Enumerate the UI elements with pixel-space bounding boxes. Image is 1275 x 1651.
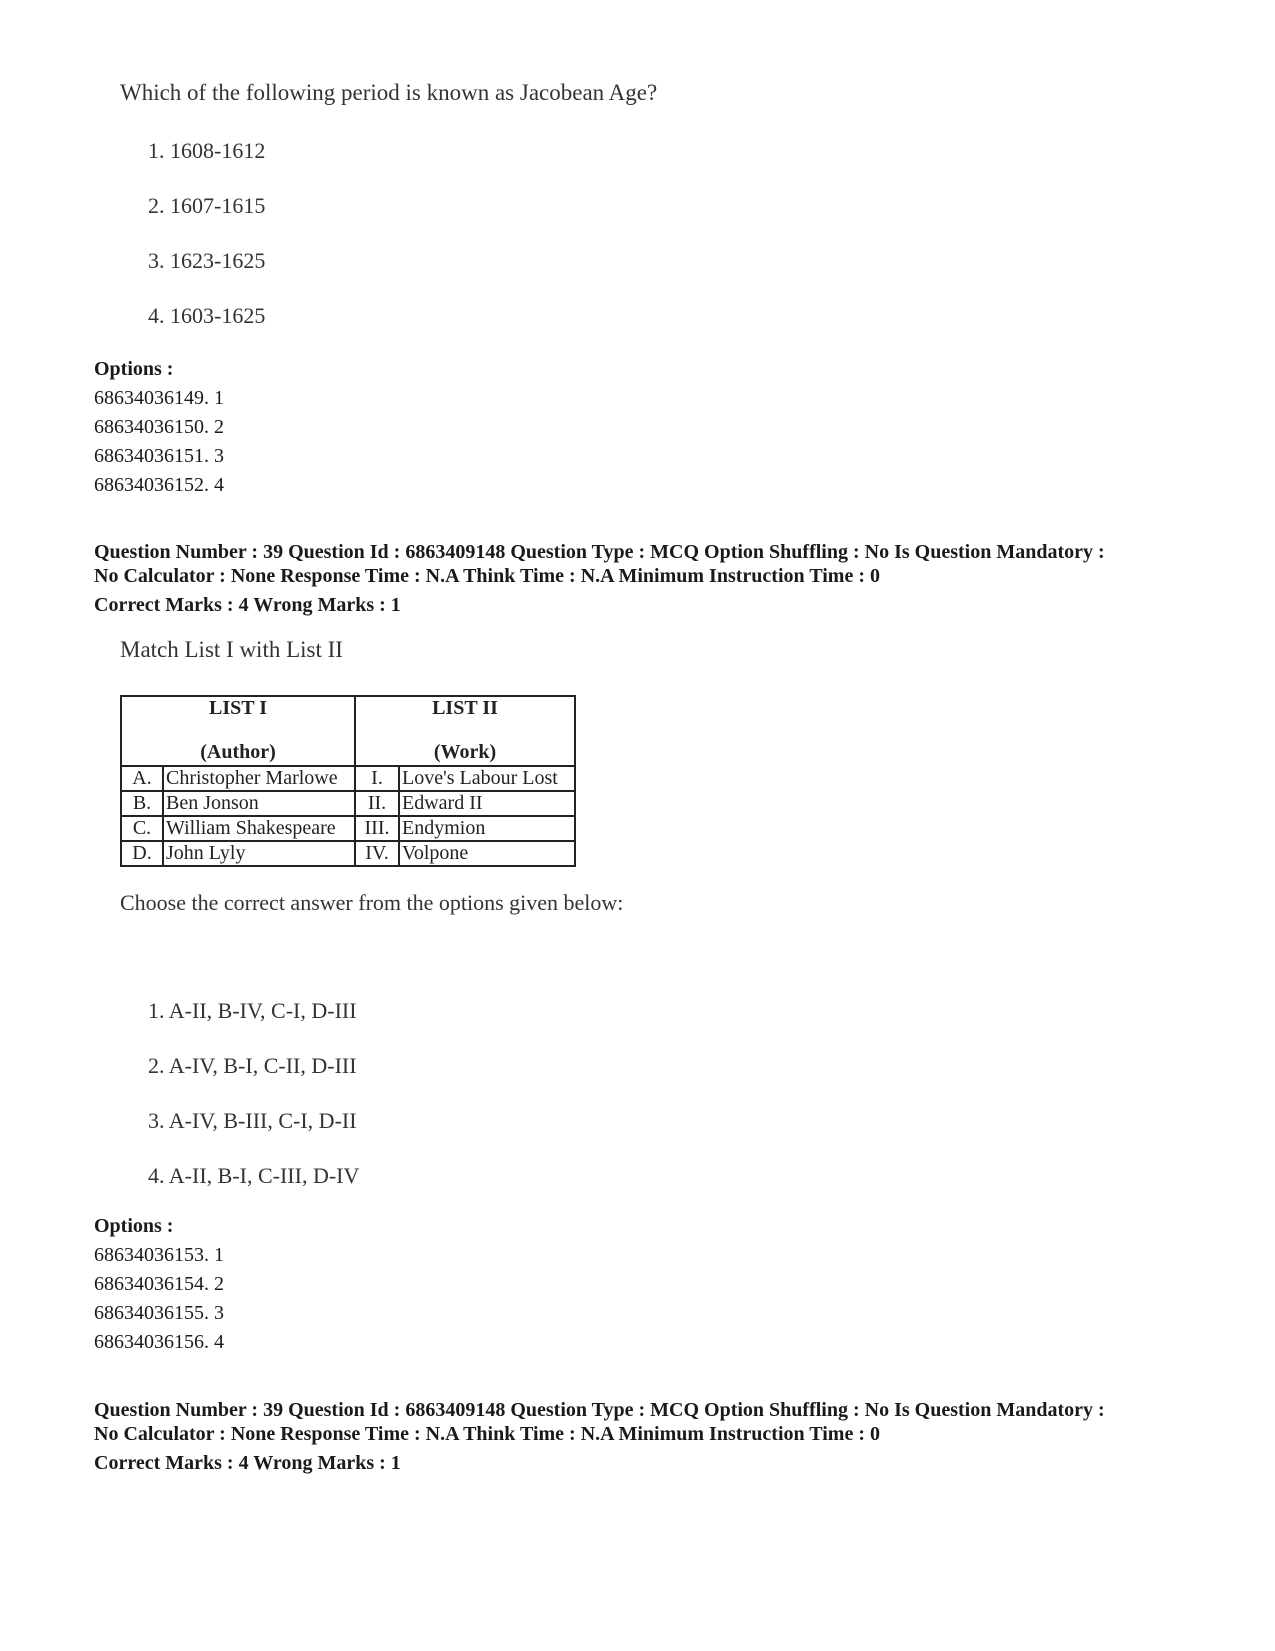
choice-list: [148, 136, 265, 356]
option-id: 68634036156. 4: [94, 1331, 224, 1353]
list2-title: LIST II: [432, 697, 498, 719]
list1-header: [121, 696, 355, 766]
option-id: 68634036153. 1: [94, 1244, 224, 1266]
row-roman: II.: [355, 791, 399, 816]
row-work: Love's Labour Lost: [399, 766, 575, 791]
question-meta: [94, 540, 1214, 617]
list2-header: [355, 696, 575, 766]
question-text: Which of the following period is known as Jacobean Age?: [120, 80, 658, 105]
choice-item: 1. 1608-1612: [148, 138, 266, 163]
meta-line: Question Number : 39 Question Id : 6863409148 Question Type : MCQ Option Shuffling : No Is Question Mandatory :: [94, 541, 1105, 563]
list2-subtitle: (Work): [433, 741, 497, 763]
meta-line: No Calculator : None Response Time : N.A Think Time : N.A Minimum Instruction Time : 0: [94, 565, 880, 587]
row-author: John Lyly: [163, 841, 355, 866]
choice-item: 1. A-II, B-IV, C-I, D-III: [148, 998, 357, 1023]
row-author: Christopher Marlowe: [163, 766, 355, 791]
choice-item: 2. 1607-1615: [148, 193, 266, 218]
options-block: [94, 1212, 224, 1357]
marks-line: Correct Marks : 4 Wrong Marks : 1: [94, 1452, 401, 1474]
row-roman: I.: [355, 766, 399, 791]
option-id: 68634036154. 2: [94, 1273, 224, 1295]
choice-item: 2. A-IV, B-I, C-II, D-III: [148, 1053, 357, 1078]
row-roman: IV.: [355, 841, 399, 866]
choice-list: [148, 996, 359, 1216]
choice-item: 3. A-IV, B-III, C-I, D-II: [148, 1108, 357, 1133]
question-text: Match List I with List II: [120, 637, 343, 662]
row-work: Volpone: [399, 841, 575, 866]
choice-item: 4. A-II, B-I, C-III, D-IV: [148, 1163, 360, 1188]
options-label: Options :: [94, 1215, 174, 1237]
table-row: [121, 841, 575, 866]
choice-item: 3. 1623-1625: [148, 248, 266, 273]
row-author: Ben Jonson: [163, 791, 355, 816]
list1-title: LIST I: [208, 697, 267, 719]
option-id: 68634036149. 1: [94, 387, 224, 409]
options-label: Options :: [94, 358, 174, 380]
table-row: [121, 816, 575, 841]
row-roman: III.: [355, 816, 399, 841]
list1-subtitle: (Author): [200, 741, 276, 763]
meta-line: Question Number : 39 Question Id : 6863409148 Question Type : MCQ Option Shuffling : No Is Question Mandatory :: [94, 1399, 1105, 1421]
row-work: Edward II: [399, 791, 575, 816]
row-letter: C.: [121, 816, 163, 841]
option-id: 68634036151. 3: [94, 445, 224, 467]
row-work: Endymion: [399, 816, 575, 841]
row-letter: B.: [121, 791, 163, 816]
options-block: [94, 355, 224, 500]
row-letter: D.: [121, 841, 163, 866]
table-row: [121, 766, 575, 791]
choice-item: 4. 1603-1625: [148, 303, 266, 328]
option-id: 68634036150. 2: [94, 416, 224, 438]
option-id: 68634036155. 3: [94, 1302, 224, 1324]
meta-line: No Calculator : None Response Time : N.A Think Time : N.A Minimum Instruction Time : 0: [94, 1423, 880, 1445]
match-table: [120, 695, 576, 867]
question-meta: [94, 1398, 1214, 1475]
row-author: William Shakespeare: [163, 816, 355, 841]
instruction-text: Choose the correct answer from the options given below:: [120, 890, 624, 915]
table-row: [121, 791, 575, 816]
row-letter: A.: [121, 766, 163, 791]
marks-line: Correct Marks : 4 Wrong Marks : 1: [94, 594, 401, 616]
option-id: 68634036152. 4: [94, 474, 224, 496]
